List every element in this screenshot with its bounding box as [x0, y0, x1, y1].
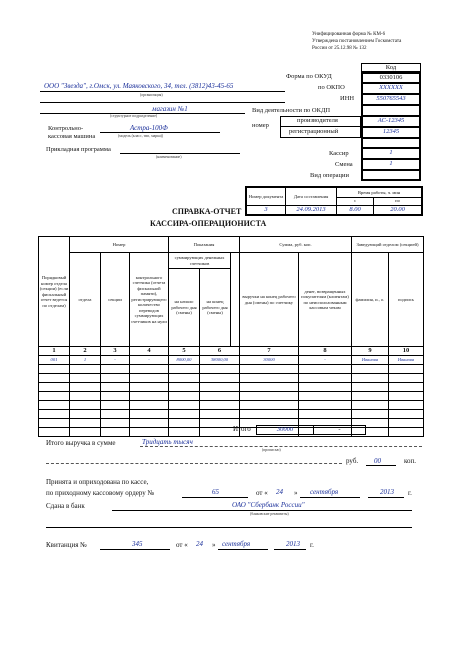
izgotovitelya-value: АС-12345 — [361, 116, 421, 127]
title-line2: КАССИРА-ОПЕРАЦИОНИСТА — [150, 219, 267, 228]
vid-operacii-value — [361, 170, 421, 181]
h-nachalo: на начало рабочего дня (смены) — [169, 269, 200, 347]
bank-caption: (банковские реквизиты) — [250, 512, 289, 516]
vid-operacii-label: Вид операции — [310, 172, 349, 179]
cell: 30000 — [240, 356, 299, 365]
doc-date-header: Дата составления — [286, 187, 337, 205]
h-zaved: Заведующий отделом (секцией) — [352, 237, 424, 253]
podrazdelenie-caption: (структурное подразделение) — [110, 114, 158, 118]
main-table — [38, 236, 424, 437]
col-number: 1 — [39, 347, 70, 356]
kassir-value: 1 — [361, 148, 421, 159]
col-number: 3 — [101, 347, 130, 356]
form-header-line2: Утверждена постановлением Госкомстата — [312, 39, 402, 44]
col-number: 5 — [169, 347, 200, 356]
table-row — [39, 356, 424, 365]
cell: - — [299, 356, 352, 365]
vyruchka-value: Тридцать тысяч — [142, 438, 193, 446]
doc-time-to-header: по — [374, 197, 422, 205]
order-day: 24 — [276, 488, 283, 496]
doc-time-to: 20.00 — [374, 205, 422, 215]
cell: 38000,00 — [200, 356, 240, 365]
izgotovitelya-label: производителя — [297, 117, 338, 124]
bank-value: ОАО "Сбербанк России" — [232, 501, 305, 509]
h-konec: на конец рабочего дня (смены) — [200, 269, 231, 347]
h-schetchika: контрольного счетчика (отчета фискальной памяти), регистрирующего количество переводов суммирующих счетчиков на нули — [130, 253, 169, 347]
h-fio: фамилия, и., о. — [352, 253, 389, 347]
doc-date: 24.09.2013 — [286, 205, 337, 215]
cell: Иванова — [352, 356, 389, 365]
table-row — [39, 392, 424, 401]
title-line1: СПРАВКА-ОТЧЕТ — [172, 207, 242, 216]
table-row — [39, 365, 424, 374]
h-podpis: подпись — [389, 253, 424, 347]
program-value — [361, 138, 421, 148]
order-number: 65 — [212, 488, 219, 496]
form-header-line3: России от 25.12.98 № 132 — [312, 46, 367, 51]
cell: 1 — [70, 356, 101, 365]
col-number: 2 — [70, 347, 101, 356]
program-caption: (наименование) — [156, 155, 182, 159]
table-row — [39, 401, 424, 410]
kvit-label: Квитанция № — [46, 541, 87, 549]
kkm-label-2: кассовая машина — [48, 133, 96, 140]
h-pokazaniya: Показания — [169, 237, 240, 253]
okud-label: Форма по ОКУД — [286, 73, 332, 80]
table-row — [39, 374, 424, 383]
kkm-caption: (модель (класс, тип, марка)) — [118, 134, 164, 138]
propis-caption: (прописью) — [262, 448, 281, 452]
prinyato-line1: Принята и оприходована по кассе, — [46, 478, 149, 486]
kkm-value: Астра-100Ф — [130, 124, 168, 132]
h-secii: секции — [101, 253, 130, 347]
h-summir: суммирующих денежных счетчиков — [169, 253, 231, 269]
order-ot: от « — [256, 489, 268, 497]
kod-header: Код — [361, 63, 421, 72]
podrazdelenie: магазин №1 — [152, 105, 188, 113]
smena-value: 1 — [361, 159, 421, 170]
kvit-day: 24 — [196, 540, 203, 548]
registr-label: регистрационный — [289, 128, 339, 135]
inn-value: 550765543 — [361, 94, 421, 105]
okdp-value — [361, 105, 421, 116]
table-row — [39, 383, 424, 392]
col-number: 8 — [299, 347, 352, 356]
doc-number-header: Номер документа — [246, 187, 286, 205]
okpo-label: по ОКПО — [318, 84, 345, 91]
col-numbers-row — [39, 347, 424, 356]
table-row — [39, 410, 424, 419]
order-year: 2013 — [380, 488, 394, 496]
itogo-dash: - — [313, 425, 366, 435]
org-caption: (организация) — [140, 93, 163, 97]
cell: - — [130, 356, 169, 365]
col-number: 6 — [200, 347, 240, 356]
order-month: сентября — [310, 488, 339, 496]
nomer-label: номер — [252, 122, 269, 129]
kvit-g: г. — [310, 541, 314, 549]
program-label: Прикладная программа — [46, 146, 111, 153]
h-vyruchka: выручки на конец рабочего дня (смены) по счетчику — [240, 253, 299, 347]
h-vozvrat: денег, возвращенных покупателям (клиентам) по неиспользованным кассовым чекам — [299, 253, 352, 347]
smena-label: Смена — [335, 161, 353, 168]
prinyato-line2: по приходному кассовому ордеру № — [46, 489, 155, 497]
col-number: 7 — [240, 347, 299, 356]
kassir-label: Кассир — [329, 150, 349, 157]
order-g: г. — [408, 489, 412, 497]
doc-table — [245, 186, 423, 216]
doc-time-header: Время работы, ч. мин — [337, 187, 423, 197]
cell: 001 — [39, 356, 70, 365]
doc-time-from-header: с — [337, 197, 374, 205]
h-summa: Сумма, руб. коп. — [240, 237, 352, 253]
org-name: ООО "Звезда", г.Омск, ул. Маяковского, 34, тел. (3812)43-45-65 — [44, 82, 234, 90]
registr-value: 12345 — [361, 127, 421, 138]
rub-label: руб. — [346, 457, 359, 465]
vyruchka-label: Итого выручка в сумме — [46, 439, 116, 447]
kop-label: коп. — [404, 457, 417, 465]
cell: 8000,00 — [169, 356, 200, 365]
itogo-label: Итого — [233, 425, 251, 433]
kvit-year: 2013 — [286, 540, 300, 548]
inn-label: ИНН — [340, 95, 355, 102]
kvit-month: сентября — [222, 540, 251, 548]
h-nomer: Номер — [70, 237, 169, 253]
h-col1: Порядковый номер отдела (секции) (если фискальный отчет ведется по отделам) — [39, 237, 70, 347]
h-otdela: отдела — [70, 253, 101, 347]
kkm-label-1: Контрольно- — [48, 125, 84, 132]
kop-value: 00 — [374, 457, 381, 465]
doc-number: 3 — [246, 205, 286, 215]
col-number: 9 — [352, 347, 389, 356]
kvit-number: 345 — [132, 540, 143, 548]
col-number: 10 — [389, 347, 424, 356]
okdp-label: Вид деятельности по ОКДП — [252, 107, 331, 114]
form-header-line1: Унифицированная форма № КМ-6 — [312, 32, 386, 37]
col-number: 4 — [130, 347, 169, 356]
okud-value: 0330106 — [361, 72, 421, 83]
cell: Иванова — [389, 356, 424, 365]
bank-label: Сдана в банк — [46, 502, 85, 510]
doc-time-from: 8.00 — [337, 205, 374, 215]
okpo-value: XXXXXX — [361, 83, 421, 94]
itogo-value: 30000 — [256, 425, 314, 435]
cell: - — [101, 356, 130, 365]
